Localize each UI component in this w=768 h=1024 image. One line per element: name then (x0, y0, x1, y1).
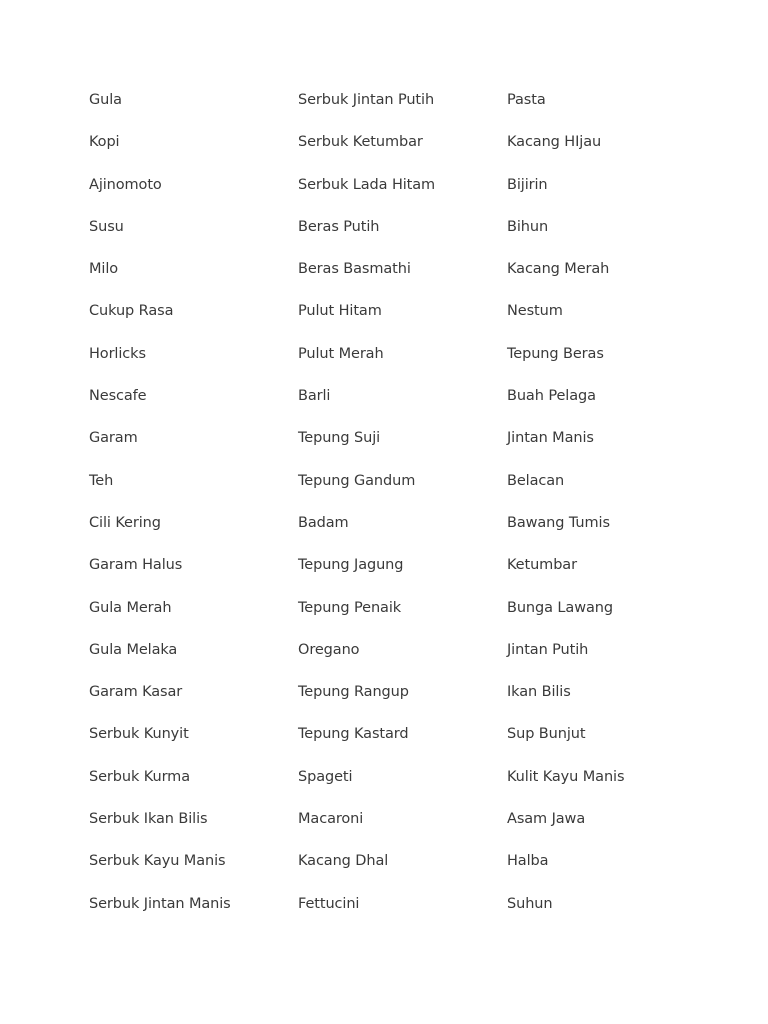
list-item: Serbuk Kunyit (89, 726, 189, 743)
list-item: Beras Putih (298, 218, 380, 235)
list-item: Serbuk Kurma (89, 768, 190, 785)
list-column-3 (507, 88, 707, 934)
list-item: Beras Basmathi (298, 261, 411, 278)
list-item: Ketumbar (507, 557, 577, 574)
list-item: Tepung Rangup (298, 684, 409, 701)
list-item: Serbuk Jintan Putih (298, 92, 435, 108)
list-item: Halba (507, 853, 549, 870)
list-item: Ikan Bilis (507, 684, 571, 701)
list-item: Garam Halus (89, 557, 183, 574)
list-item: Ajinomoto (89, 176, 162, 193)
list-item: Badam (298, 514, 349, 531)
list-item: Fettucini (298, 895, 360, 912)
list-item: Tepung Penaik (298, 599, 402, 616)
list-item: Bawang Tumis (507, 514, 610, 531)
list-item: Horlicks (89, 345, 146, 362)
list-item: Kacang Dhal (298, 853, 389, 870)
list-item: Suhun (507, 895, 553, 912)
list-column-1 (89, 88, 289, 934)
list-item: Garam Kasar (89, 684, 183, 701)
list-item: Belacan (507, 472, 565, 489)
list-item: Sup Bunjut (507, 726, 586, 743)
list-item: Serbuk Ketumbar (298, 134, 423, 151)
list-item: Pulut Merah (298, 345, 384, 362)
list-column-2 (298, 88, 498, 934)
list-item: Serbuk Kayu Manis (89, 853, 226, 870)
list-item: Kulit Kayu Manis (507, 768, 625, 785)
list-item: Cili Kering (89, 514, 161, 531)
list-item: Tepung Gandum (298, 472, 416, 489)
list-item: Serbuk Lada Hitam (298, 176, 436, 193)
list-item: Barli (298, 388, 331, 405)
list-item: Asam Jawa (507, 811, 586, 828)
list-item: Tepung Suji (298, 430, 381, 447)
list-item: Gula (89, 92, 122, 108)
list-item: Kacang Merah (507, 261, 610, 278)
list-item: Gula Merah (89, 599, 172, 616)
list-item: Serbuk Jintan Manis (89, 895, 231, 912)
list-item: Milo (89, 261, 119, 278)
list-item: Jintan Manis (507, 430, 594, 447)
list-item: Spageti (298, 768, 353, 785)
list-item: Buah Pelaga (507, 388, 596, 405)
list-item: Serbuk Ikan Bilis (89, 811, 208, 828)
list-item: Garam (89, 430, 138, 447)
list-item: Teh (89, 472, 114, 489)
list-item: Tepung Kastard (298, 726, 409, 743)
list-item: Tepung Beras (507, 345, 604, 362)
list-item: Bihun (507, 218, 549, 235)
list-item: Oregano (298, 641, 360, 658)
list-item: Kopi (89, 134, 120, 151)
list-item: Macaroni (298, 811, 364, 828)
list-item: Nescafe (89, 388, 147, 405)
list-item: Cukup Rasa (89, 303, 174, 320)
list-item: Nestum (507, 303, 563, 320)
list-item: Bijirin (507, 176, 548, 193)
list-item: Susu (89, 218, 124, 235)
list-item: Pulut Hitam (298, 303, 382, 320)
list-item: Kacang HIjau (507, 134, 602, 151)
list-item: Jintan Putih (507, 641, 589, 658)
list-item: Tepung Jagung (298, 557, 404, 574)
list-item: Gula Melaka (89, 641, 178, 658)
list-item: Bunga Lawang (507, 599, 613, 616)
list-item: Pasta (507, 92, 546, 108)
